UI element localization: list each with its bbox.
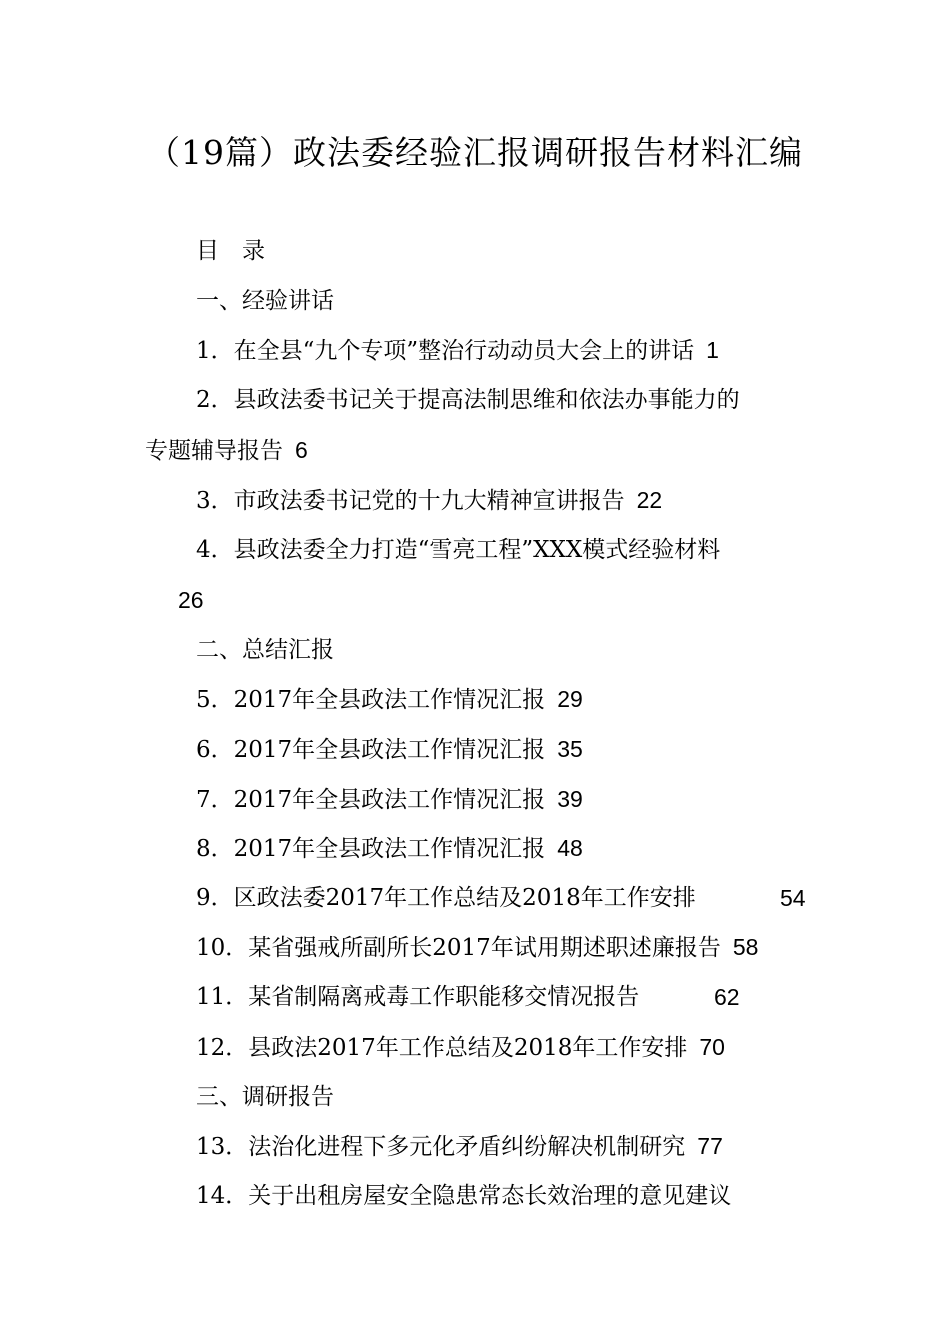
toc-entry-12[interactable] [196,1032,725,1063]
toc-entry-page: 70 [699,1034,725,1060]
toc-entry-text: 2017年全县政法工作情况汇报 [233,836,546,862]
toc-entry-page: 39 [557,786,583,812]
toc-entry-number: 12． [196,1035,249,1061]
toc-entry-page: 6 [295,437,308,463]
toc-entry-text: 2017年全县政法工作情况汇报 [233,687,546,713]
toc-entry-text: 某省强戒所副所长2017年试用期述职述廉报告 [248,935,721,961]
toc-entry-number: 1． [196,338,234,364]
toc-entry-page: 1 [706,337,719,363]
toc-entry-text: 专题辅导报告 [145,438,283,464]
toc-entry-number: 3． [196,488,234,514]
toc-entry-3[interactable] [196,485,662,516]
toc-entry-number: 13． [196,1134,249,1160]
toc-entry-text: 某省制隔离戒毒工作职能移交情况报告 [248,984,640,1010]
toc-entry-number: 14． [196,1183,249,1209]
toc-entry-7[interactable] [196,784,583,815]
toc-entry-4-continued[interactable] [178,585,204,616]
toc-entry-text: 县政法2017年工作总结及2018年工作安排 [248,1035,688,1061]
toc-entry-page: 26 [178,587,204,613]
toc-entry-11[interactable] [196,982,756,1012]
toc-entry-text: 县政法委全力打造“雪亮工程”XXX模式经验材料 [233,537,721,563]
toc-entry-14[interactable] [196,1181,731,1211]
toc-entry-number: 2． [196,387,234,413]
toc-entry-1[interactable] [196,335,719,366]
toc-entry-number: 9． [196,885,234,911]
toc-entry-number: 11． [196,984,249,1010]
toc-entry-number: 4． [196,537,234,563]
toc-entry-text: 县政法委书记关于提高法制思维和依法办事能力的 [233,387,740,413]
toc-entry-text: 法治化进程下多元化矛盾纠纷解决机制研究 [248,1134,686,1160]
toc-entry-text: 关于出租房屋安全隐患常态长效治理的意见建议 [248,1183,732,1209]
document-title: （19篇）政法委经验汇报调研报告材料汇编 [147,133,803,172]
toc-entry-number: 10． [196,935,249,961]
section-heading-2: 二、总结汇报 [196,637,334,663]
toc-entry-number: 6． [196,737,234,763]
toc-entry-text: 在全县“九个专项”整治行动动员大会上的讲话 [233,338,695,364]
toc-entry-page: 62 [714,984,740,1010]
toc-entry-2-continued[interactable] [145,435,308,466]
toc-entry-page: 22 [636,487,663,513]
toc-entry-page: 54 [780,885,806,911]
toc-entry-4[interactable] [196,535,720,565]
toc-entry-number: 5． [196,687,234,713]
toc-entry-2[interactable] [196,385,740,415]
toc-entry-text: 2017年全县政法工作情况汇报 [233,787,546,813]
toc-entry-8[interactable] [196,833,583,864]
toc-entry-5[interactable] [196,684,583,715]
toc-entry-page: 48 [557,835,583,861]
toc-entry-text: 区政法委2017年工作总结及2018年工作安排 [233,885,696,911]
section-heading-3: 三、调研报告 [196,1084,334,1110]
toc-entry-9[interactable] [196,883,808,913]
toc-entry-10[interactable] [196,932,758,963]
toc-entry-number: 8． [196,836,234,862]
toc-entry-page: 35 [557,736,583,762]
toc-entry-number: 7． [196,787,234,813]
toc-entry-text: 2017年全县政法工作情况汇报 [233,737,546,763]
section-heading-1: 一、经验讲话 [196,288,334,314]
toc-entry-page: 58 [732,934,759,960]
toc-heading: 目 录 [196,238,265,264]
toc-entry-text: 市政法委书记党的十九大精神宣讲报告 [233,488,625,514]
toc-entry-page: 29 [557,686,583,712]
toc-entry-6[interactable] [196,734,583,765]
toc-entry-page: 77 [697,1133,723,1159]
toc-entry-13[interactable] [196,1131,723,1162]
